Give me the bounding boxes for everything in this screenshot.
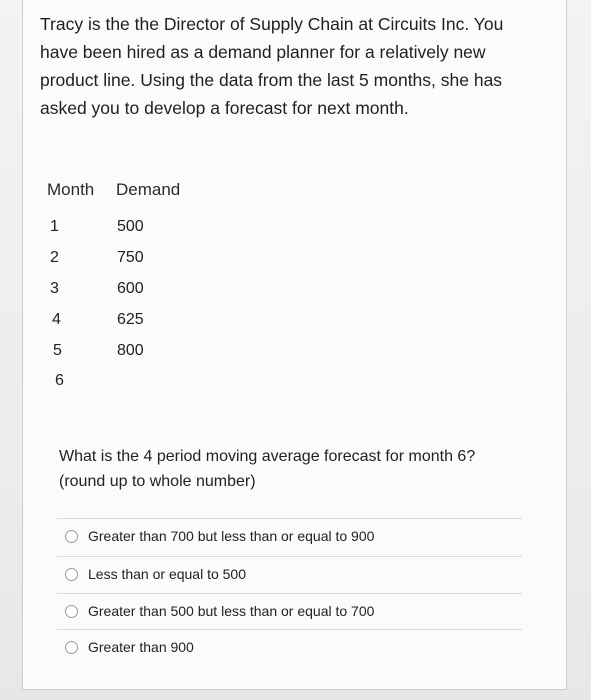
demand-column-header: Demand [116,180,181,199]
intro-line: product line. Using the data from the last 5 months, she has [40,70,503,90]
month-cell: 6 [55,372,64,389]
option-label: Greater than 900 [88,639,194,655]
answer-option[interactable] [65,600,374,622]
answer-option[interactable] [65,525,374,547]
option-divider [57,556,522,557]
demand-cell: 500 [117,218,144,235]
problem-statement [40,10,540,122]
option-divider [57,518,522,519]
question-text [59,444,529,494]
option-divider [57,629,522,630]
option-label: Greater than 700 but less than or equal to 900 [88,528,375,544]
radio-button-icon[interactable] [65,605,78,618]
option-label: Less than or equal to 500 [88,566,247,582]
intro-line: asked you to develop a forecast for next month. [40,98,409,118]
option-divider [57,593,522,594]
answer-option[interactable] [65,563,246,585]
option-label: Greater than 500 but less than or equal to 700 [88,603,375,619]
month-cell: 2 [50,249,59,266]
demand-cell: 750 [117,249,144,266]
answer-option[interactable] [65,636,194,658]
demand-cell: 600 [117,280,144,297]
question-line: (round up to whole number) [59,473,256,490]
month-cell: 5 [53,342,62,359]
intro-line: Tracy is the the Director of Supply Chain at Circuits Inc. You [40,14,504,34]
radio-button-icon[interactable] [65,530,78,543]
month-cell: 3 [50,280,59,297]
month-cell: 4 [52,311,61,328]
month-column-header: Month [47,180,95,199]
question-line: What is the 4 period moving average forecast for month 6? [59,448,476,465]
demand-cell: 625 [117,311,144,328]
demand-cell: 800 [117,342,144,359]
question-card [22,0,567,690]
radio-button-icon[interactable] [65,641,78,654]
radio-button-icon[interactable] [65,568,78,581]
intro-line: have been hired as a demand planner for a relatively new [40,42,486,62]
month-cell: 1 [50,218,59,235]
